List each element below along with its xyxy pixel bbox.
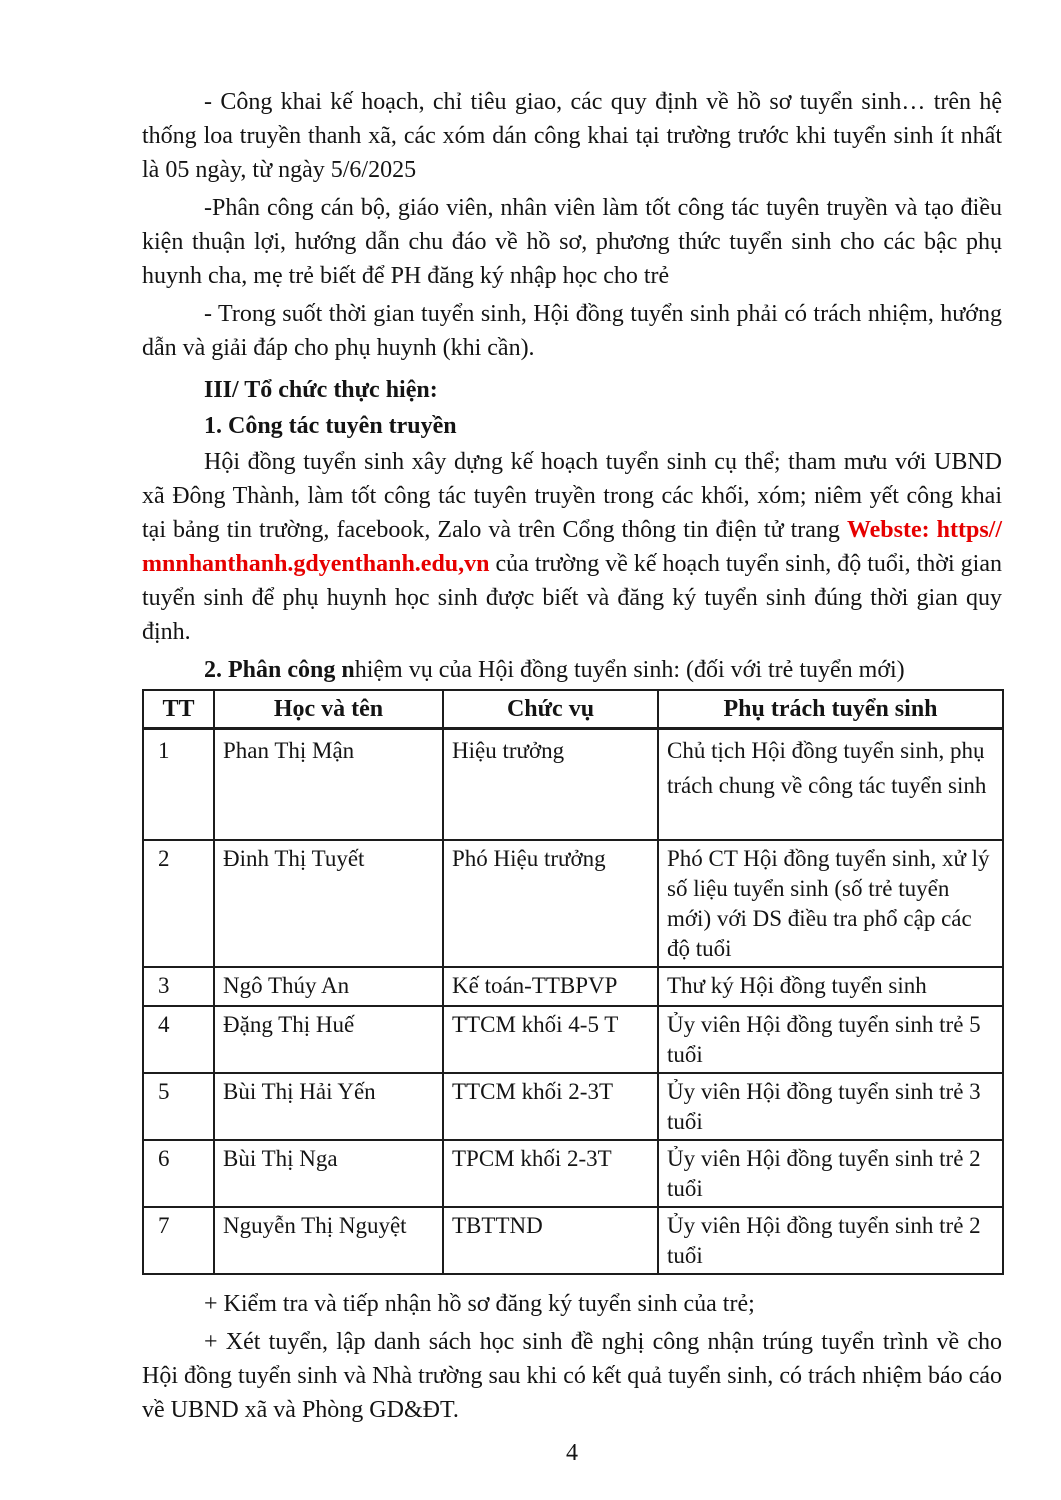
table-row: [143, 1207, 1003, 1274]
cell-tt: 1: [143, 729, 214, 840]
page-number: 4: [566, 1439, 578, 1466]
cell-name: Bùi Thị Nga: [214, 1140, 443, 1207]
cell-tt: 2: [143, 840, 214, 967]
heading-phan-cong-bold: 2. Phân công n: [204, 657, 355, 683]
cell-name: Phan Thị Mận: [214, 729, 443, 840]
table-header-duty: Phụ trách tuyển sinh: [658, 690, 1003, 729]
cell-name: Bùi Thị Hải Yến: [214, 1073, 443, 1140]
paragraph-phan-cong-can-bo: -Phân công cán bộ, giáo viên, nhân viên làm tốt công tác tuyên truyền và tạo điều kiện thuận lợi, hướng dẫn chu đáo về hồ sơ, phương thức tuyển sinh cho các bậc phụ huynh cha, mẹ trẻ biết để PH đăng ký nhập học cho trẻ: [142, 195, 1002, 289]
cell-duty: Ủy viên Hội đồng tuyển sinh trẻ 3 tuổi: [658, 1073, 1003, 1140]
table-row: [143, 967, 1003, 1006]
paragraph-kiem-tra: + Kiểm tra và tiếp nhận hồ sơ đăng ký tuyển sinh của trẻ;: [204, 1290, 755, 1317]
heading-cong-tac-tuyen-truyen: 1. Công tác tuyên truyền: [204, 413, 457, 439]
cell-duty: Ủy viên Hội đồng tuyển sinh trẻ 5 tuổi: [658, 1006, 1003, 1073]
cell-duty: Ủy viên Hội đồng tuyển sinh trẻ 2 tuổi: [658, 1140, 1003, 1207]
cell-position: TPCM khối 2-3T: [443, 1140, 658, 1207]
website-link[interactable]: Webste: https// mnnhanthanh.gdyenthanh.edu,vn: [142, 517, 1002, 577]
table-row: [143, 840, 1003, 967]
cell-tt: 4: [143, 1006, 214, 1073]
document-content: [142, 85, 1002, 1470]
cell-position: Phó Hiệu trưởng: [443, 840, 658, 967]
cell-position: TBTTND: [443, 1207, 658, 1274]
table-header-row: [143, 690, 1003, 729]
table-header-tt: TT: [143, 690, 214, 729]
tuyen-truyen-text-after: của trường về kế hoạch tuyển sinh, độ tuổi, thời gian tuyển sinh để phụ huynh học sinh được biết và đăng ký tuyển sinh đúng thời gian quy định.: [142, 551, 1002, 645]
cell-name: Nguyễn Thị Nguyệt: [214, 1207, 443, 1274]
heading-phan-cong-nhiem-vu: [142, 653, 1002, 687]
cell-position: TTCM khối 2-3T: [443, 1073, 658, 1140]
heading-phan-cong-rest: hiệm vụ của Hội đồng tuyển sinh: (đối với trẻ tuyển mới): [354, 657, 905, 683]
cell-tt: 5: [143, 1073, 214, 1140]
cell-duty: Chủ tịch Hội đồng tuyển sinh, phụ trách chung về công tác tuyển sinh: [658, 729, 1003, 840]
cell-position: Hiệu trưởng: [443, 729, 658, 840]
cell-name: Ngô Thúy An: [214, 967, 443, 1006]
table-row: [143, 1006, 1003, 1073]
cell-name: Đặng Thị Huế: [214, 1006, 443, 1073]
paragraph-trach-nhiem: - Trong suốt thời gian tuyển sinh, Hội đồng tuyển sinh phải có trách nhiệm, hướng dẫn và giải đáp cho phụ huynh (khi cần).: [142, 301, 1002, 361]
cell-duty: Ủy viên Hội đồng tuyển sinh trẻ 2 tuổi: [658, 1207, 1003, 1274]
paragraph-cong-khai: - Công khai kế hoạch, chỉ tiêu giao, các quy định về hồ sơ tuyển sinh… trên hệ thống loa truyền thanh xã, các xóm dán công khai tại trường trước khi tuyển sinh ít nhất là 05 ngày, từ ngày 5/6/2025: [142, 89, 1002, 183]
cell-name: Đinh Thị Tuyết: [214, 840, 443, 967]
assignment-table: [142, 689, 1004, 1275]
paragraph-tuyen-truyen: [142, 445, 1002, 649]
table-header-name: Học và tên: [214, 690, 443, 729]
table-row: [143, 1140, 1003, 1207]
cell-position: TTCM khối 4-5 T: [443, 1006, 658, 1073]
cell-tt: 7: [143, 1207, 214, 1274]
paragraph-xet-tuyen: + Xét tuyển, lập danh sách học sinh đề nghị công nhận trúng tuyển trình về cho Hội đồng tuyển sinh và Nhà trường sau khi có kết quả tuyển sinh, có trách nhiệm báo cáo về UBND xã và Phòng GD&ĐT.: [142, 1328, 1002, 1423]
cell-duty: Phó CT Hội đồng tuyển sinh, xử lý số liệu tuyển sinh (số trẻ tuyển mới) với DS điều tra phổ cập các độ tuổi: [658, 840, 1003, 967]
cell-tt: 3: [143, 967, 214, 1006]
table-row: [143, 729, 1003, 840]
heading-section-iii: III/ Tổ chức thực hiện:: [204, 377, 438, 403]
cell-tt: 6: [143, 1140, 214, 1207]
cell-duty: Thư ký Hội đồng tuyển sinh: [658, 967, 1003, 1006]
table-row: [143, 1073, 1003, 1140]
tuyen-truyen-text-before: Hội đồng tuyển sinh xây dựng kế hoạch tuyển sinh cụ thể; tham mưu với UBND xã Đông Thành, làm tốt công tác tuyên truyền trong các khối, xóm; niêm yết công khai tại bảng tin trường, facebook, Zalo và trên Cổng thông tin điện tử trang: [142, 449, 1002, 543]
cell-position: Kế toán-TTBPVP: [443, 967, 658, 1006]
table-header-position: Chức vụ: [443, 690, 658, 729]
